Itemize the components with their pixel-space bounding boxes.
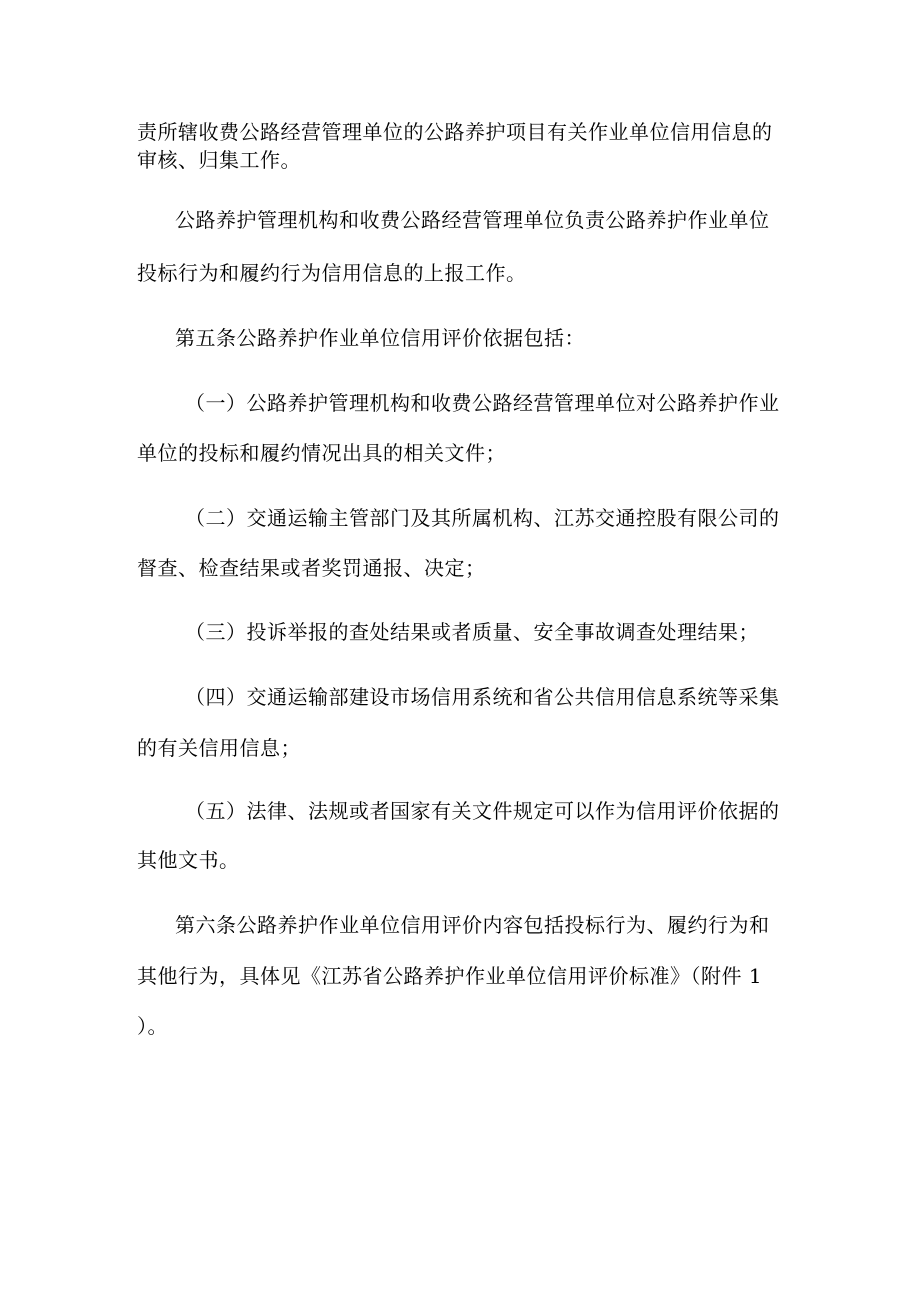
text-line: 第六条公路养护作业单位信用评价内容包括投标行为、履约行为和 bbox=[175, 913, 770, 937]
text-line: 投标行为和履约行为信用信息的上报工作。 bbox=[137, 261, 527, 285]
text-line: 其他文书。 bbox=[137, 848, 240, 872]
text-line: 的有关信用信息； bbox=[137, 736, 301, 760]
text-line: 公路养护管理机构和收费公路经营管理单位负责公路养护作业单位 bbox=[175, 208, 770, 232]
text-line: 责所辖收费公路经营管理单位的公路养护项目有关作业单位信用信息的 bbox=[137, 120, 773, 144]
text-line: 督查、检查结果或者奖罚通报、决定； bbox=[137, 556, 486, 580]
text-line: 第五条公路养护作业单位信用评价依据包括： bbox=[175, 326, 585, 350]
text-line: （五）法律、法规或者国家有关文件规定可以作为信用评价依据的 bbox=[185, 799, 780, 823]
text-line: （三）投诉举报的查处结果或者质量、安全事故调查处理结果； bbox=[185, 620, 759, 644]
text-line: （二）交通运输主管部门及其所属机构、江苏交通控股有限公司的 bbox=[185, 506, 780, 530]
text-line: （一）公路养护管理机构和收费公路经营管理单位对公路养护作业 bbox=[185, 391, 780, 415]
text-line: ）。 bbox=[137, 1014, 168, 1038]
text-line: （四）交通运输部建设市场信用系统和省公共信用信息系统等采集 bbox=[185, 685, 780, 709]
text-line: 单位的投标和履约情况出具的相关文件； bbox=[137, 441, 506, 465]
text-line: 其他行为，具体见《江苏省公路养护作业单位信用评价标准》（附件 1 bbox=[137, 964, 763, 988]
text-line: 审核、归集工作。 bbox=[137, 148, 301, 172]
